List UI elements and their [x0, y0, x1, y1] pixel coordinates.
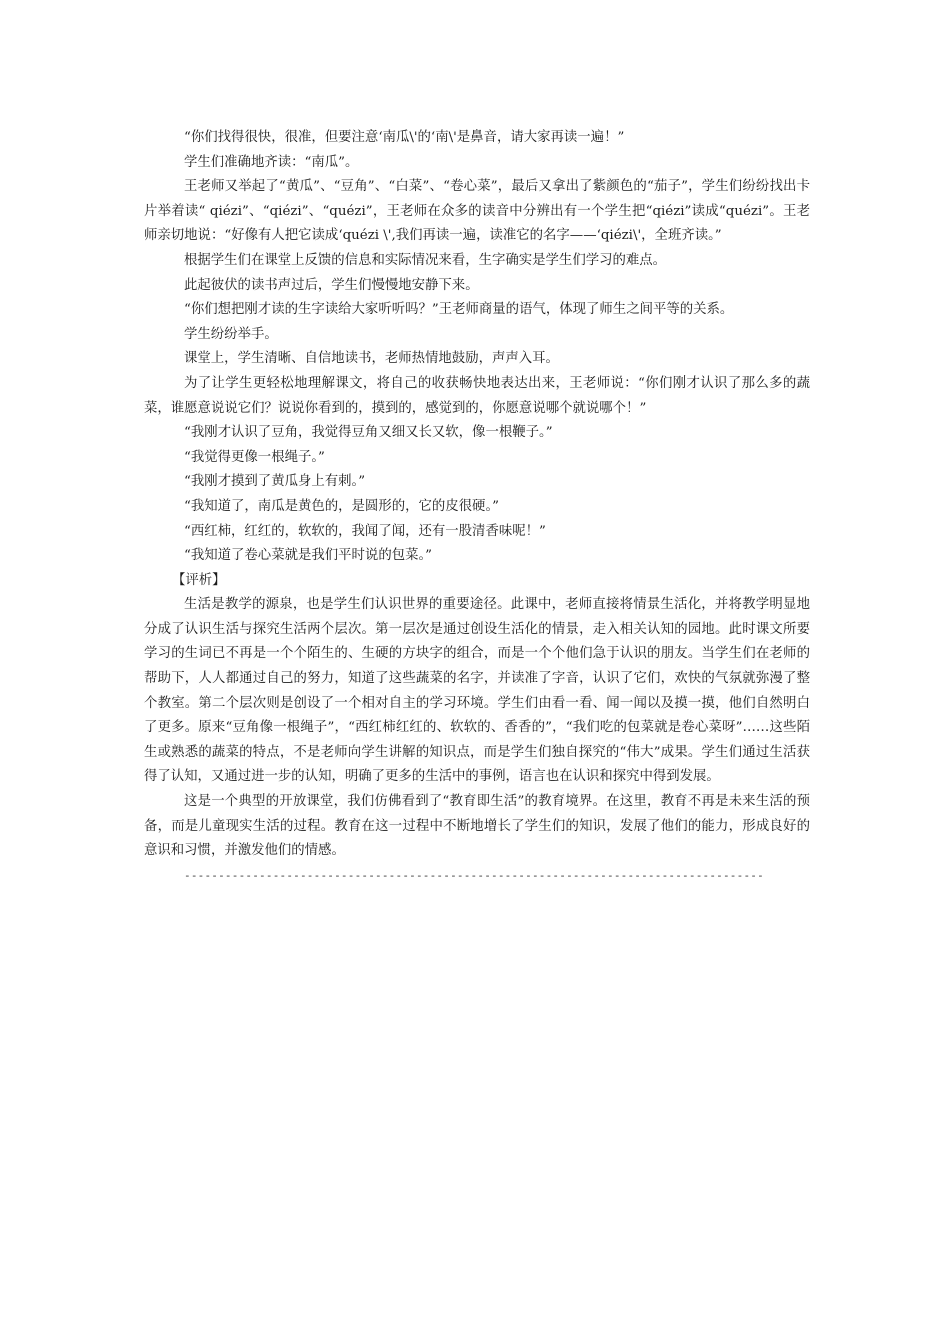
- paragraph-quote-rope: “我觉得更像一根绳子。”: [184, 449, 325, 465]
- paragraph-difficulty: 根据学生们在课堂上反馈的信息和实际情况来看，生字确实是学生们学习的难点。: [184, 252, 667, 268]
- section-divider: -------------------------------------------------------------------------------------: [184, 868, 764, 882]
- paragraph-quote-cucumber: “我刚才摸到了黄瓜身上有刺。”: [184, 474, 366, 490]
- paragraph-teacher-praise: “你们找得很快，很准，但要注意‘南瓜\'的‘南\'是鼻音，请大家再读一遍！”: [184, 130, 625, 145]
- paragraph-classroom: 课堂上，学生清晰、自信地读书，老师热情地鼓励，声声入耳。: [184, 351, 559, 367]
- review-heading: 【评析】: [172, 572, 226, 588]
- paragraph-quote-tomato: “西红柿，红红的，软软的，我闻了闻，还有一股清香味呢！”: [184, 523, 546, 539]
- paragraph-quote-beans: “我刚才认识了豆角，我觉得豆角又细又长又软，像一根鞭子。”: [184, 425, 553, 441]
- paragraph-teacher-ask: “你们想把刚才读的生字读给大家听听吗？”王老师商量的语气，体现了师生之间平等的关系。: [184, 302, 734, 318]
- paragraph-quote-pumpkin: “我知道了，南瓜是黄色的，是圆形的，它的皮很硬。”: [184, 498, 499, 514]
- review-paragraph-1: 生活是教学的源泉，也是学生们认识世界的重要途径。此课中，老师直接将情景生活化，并将教学明显地分成了认识生活与探究生活两个层次。第一层次是通过创设生活化的情景，走入相关认知的园地。此时课文所要学习的生词已不再是一个个陌生的、生硬的方块字的组合，而是一个个他们急于认识的朋友。当学生们在老师的帮助下，人人都通过自己的努力，知道了这些蔬菜的名字，并读准了字音，认识了它们，欢快的气氛就弥漫了整个教室。第二个层次则是创设了一个相对自主的学习环境。学生们由看一看、闻一闻以及摸一摸，他们自然明白了更多。原来“豆角像一根绳子”，“西红柿红红的、软软的、香香的”，“我们吃的包菜就是卷心菜呀”……这些陌生或熟悉的蔬菜的特点，不是老师向学生讲解的知识点，而是学生们独自探究的“伟大”成果。学生们通过生活获得了认知，又通过进一步的认知，明确了更多的生活中的事例，语言也在认识和探究中得到发展。: [144, 597, 810, 785]
- paragraph-students-read: 学生们准确地齐读：“南瓜”。: [184, 154, 359, 170]
- review-paragraph-2: 这是一个典型的开放课堂，我们仿佛看到了“教育即生活”的教育境界。在这里，教育不再是未来生活的预备，而是儿童现实生活的过程。教育在这一过程中不断地增长了学生们的知识，发展了他们的能力，形成良好的意识和习惯，并激发他们的情感。: [144, 794, 810, 859]
- paragraph-quote-cabbage: “我知道了卷心菜就是我们平时说的包菜。”: [184, 548, 433, 564]
- paragraph-raise-hands: 学生纷纷举手。: [184, 326, 278, 342]
- paragraph-teacher-prompt: 为了让学生更轻松地理解课文，将自己的收获畅快地表达出来，王老师说：“你们刚才认识了那么多的蔬菜，谁愿意说说它们？说说你看到的，摸到的，感觉到的，你愿意说哪个就说哪个！”: [144, 375, 810, 416]
- paragraph-quiet: 此起彼伏的读书声过后，学生们慢慢地安静下来。: [184, 277, 479, 293]
- document-body: [144, 126, 810, 888]
- paragraph-vegetable-cards: 王老师又举起了“黄瓜”、“豆角”、“白菜”、“卷心菜”，最后又拿出了紫颜色的“茄子”，学生们纷纷找出卡片举着读“ qiézi”、“qiézi”、“quézi”，王老师在众多的读音中分辨出有一个学生把“qiézi”读成“quézi”。王老师亲切地说：“好像有人把它读成‘quézi \',我们再读一遍，读准它的名字——‘qiézi\'，全班齐读。”: [144, 179, 810, 244]
